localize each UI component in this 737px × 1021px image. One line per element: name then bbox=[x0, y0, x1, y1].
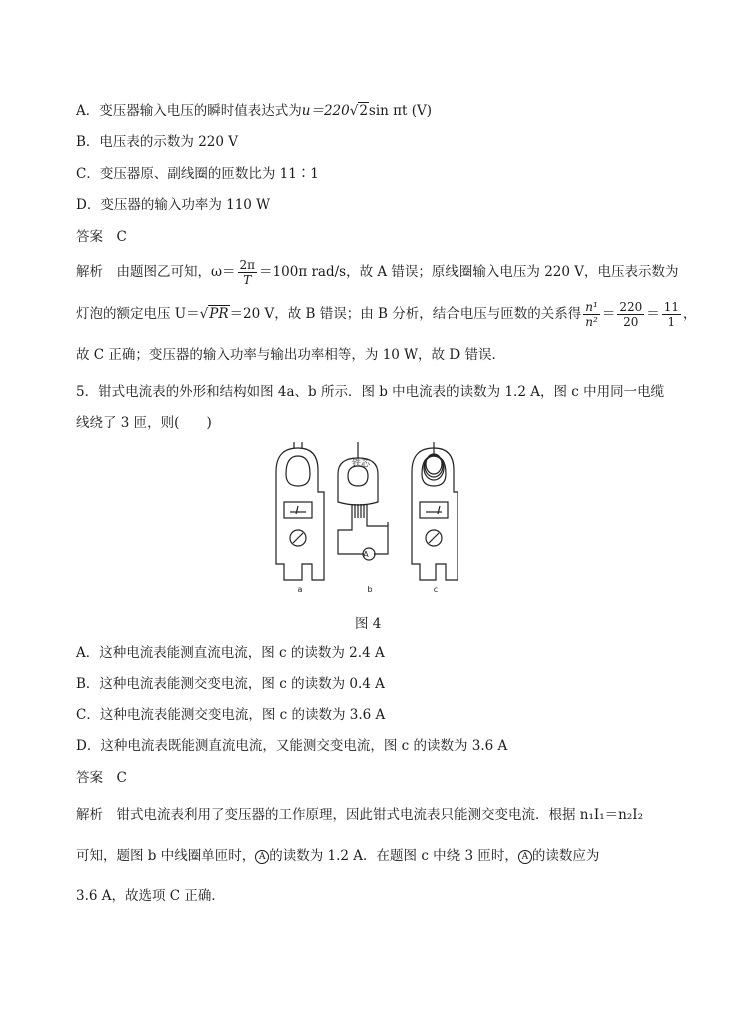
option-b-prev: B．电压表的示数为 220 V bbox=[76, 134, 239, 150]
analysis-text: 解析 由题图乙可知，ω＝ bbox=[76, 264, 236, 280]
ammeter-symbol-inline: A bbox=[518, 850, 532, 864]
fraction-ratio bbox=[662, 300, 681, 329]
iron-core-label: 铁芯 bbox=[352, 459, 371, 469]
panel-label-b: b bbox=[367, 585, 373, 594]
option-a-radicand: 2 bbox=[359, 103, 368, 119]
answer-prev: 答案 C bbox=[76, 229, 127, 245]
option-c: C．这种电流表能测交变电流，图 c 的读数为 3.6 A bbox=[76, 707, 386, 723]
option-a-prev bbox=[76, 102, 432, 120]
option-a-text: A．变压器输入电压的瞬时值表达式为 bbox=[76, 103, 302, 119]
ammeter-symbol: A bbox=[363, 550, 369, 559]
analysis-text: 的读数应为 bbox=[531, 848, 600, 864]
panel-label-c: c bbox=[433, 585, 439, 594]
analysis-text: ＝100π rad/s，故 A 错误；原线圈输入电压为 220 V，电压表示数为 bbox=[259, 264, 679, 280]
fraction-numerator: 220 bbox=[619, 300, 643, 314]
question5-stem-line2: 线绕了 3 匝，则( ) bbox=[76, 415, 212, 431]
option-a-tail: sin πt (V) bbox=[368, 103, 433, 119]
option-c-prev: C．变压器原、副线圈的匝数比为 11∶1 bbox=[76, 166, 319, 182]
option-b: B．这种电流表能测交变电流，图 c 的读数为 0.4 A bbox=[76, 676, 385, 692]
analysis-prev-line3: 故 C 正确；变压器的输入功率与输出功率相等，为 10 W，故 D 错误． bbox=[76, 347, 505, 363]
fraction-voltage bbox=[617, 300, 644, 329]
fraction-numerator: 2π bbox=[239, 258, 256, 272]
radicand-pr: PR bbox=[209, 306, 229, 322]
analysis-q5-line2 bbox=[76, 847, 599, 865]
clamp-meter-a bbox=[276, 442, 324, 580]
analysis-q5-line1: 解析 钳式电流表利用了变压器的工作原理，因此钳式电流表只能测交变电流．根据 n₁I₁＝n₂I₂ bbox=[76, 807, 643, 823]
fraction-denominator: n² bbox=[585, 315, 598, 329]
ammeter-symbol-inline: A bbox=[255, 850, 269, 864]
option-d: D．这种电流表既能测直流电流，又能测交变电流，图 c 的读数为 3.6 A bbox=[76, 738, 508, 754]
figure-clamp-meter bbox=[268, 442, 458, 602]
option-a-math: u＝220 bbox=[301, 103, 350, 119]
option-a: A．这种电流表能测直流电流，图 c 的读数为 2.4 A bbox=[76, 645, 385, 661]
answer-q5: 答案 C bbox=[76, 770, 127, 786]
fraction-denominator: 1 bbox=[667, 315, 676, 329]
analysis-text: 灯泡的额定电压 U＝ bbox=[76, 306, 200, 322]
fraction-numerator: 11 bbox=[663, 300, 679, 314]
analysis-text: ＝20 V，故 B 错误；由 B 分析，结合电压与匝数的关系得 bbox=[229, 306, 582, 322]
analysis-text: 可知，题图 b 中线圈单匝时， bbox=[76, 848, 256, 864]
fraction-turns bbox=[583, 300, 600, 329]
analysis-text: ， bbox=[683, 306, 697, 322]
figure-caption: 图 4 bbox=[355, 616, 382, 632]
fraction-denominator: T bbox=[243, 273, 252, 287]
panel-label-a: a bbox=[297, 585, 303, 594]
clamp-meter-c bbox=[412, 442, 458, 580]
fraction-omega bbox=[238, 258, 258, 287]
sqrt-sign: √ bbox=[199, 306, 209, 322]
analysis-text: 的读数为 1.2 A．在题图 c 中绕 3 匝时， bbox=[269, 848, 518, 864]
fraction-denominator: 20 bbox=[623, 315, 639, 329]
question5-stem-line1: 5．钳式电流表的外形和结构如图 4a、b 所示．图 b 中电流表的读数为 1.2 A，图 c 中用同一电缆 bbox=[76, 384, 665, 400]
analysis-prev-line1 bbox=[76, 258, 679, 287]
winding-coil bbox=[352, 504, 367, 518]
fraction-numerator: n¹ bbox=[585, 300, 598, 314]
analysis-prev-line2: 灯泡的额定电压 U＝√PR＝20 V，故 B 错误；由 B 分析，结合电压与匝数的关系得 $\frac{\text{n¹}}{\text{n²}}$ ＝ $\frac{220}{20}$ ＝ $\frac{11}{1}$ ， bbox=[76, 300, 697, 329]
option-d-prev: D．变压器的输入功率为 110 W bbox=[76, 197, 271, 213]
analysis-q5-line3: 3.6 A，故选项 C 正确． bbox=[76, 888, 225, 904]
sqrt-sign: √ bbox=[349, 103, 359, 119]
